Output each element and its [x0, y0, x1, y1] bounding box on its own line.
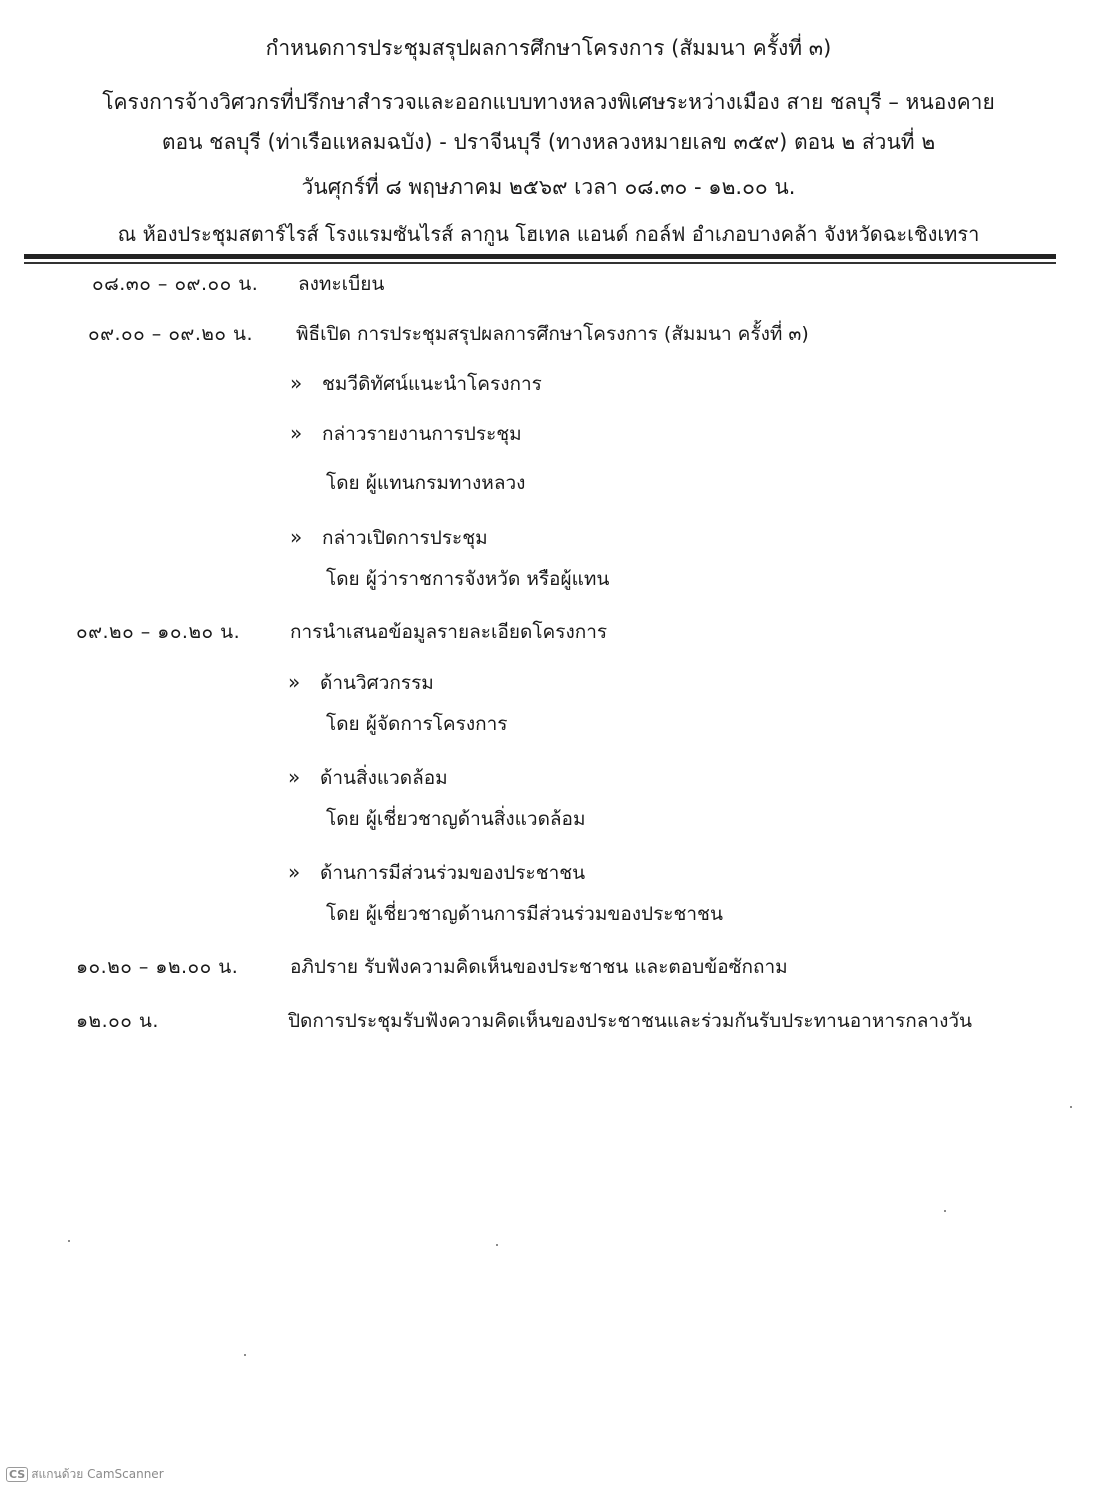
- chevron-right-icon: »: [288, 765, 301, 789]
- agenda-subitem: [288, 858, 585, 887]
- subitem-label: ด้านวิศวกรรม: [320, 672, 434, 694]
- subitem-label: กล่าวเปิดการประชุม: [322, 527, 488, 549]
- subitem-presenter: โดย ผู้จัดการโครงการ: [326, 713, 508, 735]
- chevron-right-icon: »: [288, 670, 301, 694]
- scan-speck: [68, 1240, 70, 1242]
- scan-speck: [944, 1210, 946, 1212]
- scan-speck: [1070, 1106, 1072, 1108]
- subitem-label: ด้านการมีส่วนร่วมของประชาชน: [320, 862, 586, 884]
- agenda-subitem: [288, 763, 448, 792]
- slot-activity-4: อภิปราย รับฟังความคิดเห็นของประชาชน และตอบข้อซักถาม: [290, 956, 788, 978]
- subitem-presenter: โดย ผู้ว่าราชการจังหวัด หรือผู้แทน: [326, 568, 610, 590]
- agenda-subitem: [290, 523, 488, 552]
- meeting-venue: ณ ห้องประชุมสตาร์ไรส์ โรงแรมซันไรส์ ลากูน โฮเทล แอนด์ กอล์ฟ อำเภอบางคล้า จังหวัดฉะเชิงเทรา: [117, 222, 980, 246]
- subitem-label: กล่าวรายงานการประชุม: [322, 423, 522, 445]
- agenda-subitem: [290, 419, 522, 448]
- header-divider-thick: [24, 254, 1056, 259]
- slot-activity-3: การนำเสนอข้อมูลรายละเอียดโครงการ: [290, 621, 608, 643]
- slot-activity-1: ลงทะเบียน: [298, 273, 385, 295]
- slot-time-1: ๐๘.๓๐ – ๐๙.๐๐ น.: [92, 273, 259, 295]
- slot-time-3: ๐๙.๒๐ – ๑๐.๒๐ น.: [76, 621, 241, 643]
- agenda-subitem: [288, 668, 434, 697]
- subitem-label: ชมวีดิทัศน์แนะนำโครงการ: [322, 373, 542, 395]
- agenda-subitem: [290, 369, 542, 398]
- header-divider-thin: [24, 262, 1056, 264]
- subitem-presenter: โดย ผู้เชี่ยวชาญด้านสิ่งแวดล้อม: [326, 808, 586, 830]
- chevron-right-icon: »: [290, 525, 303, 549]
- slot-time-2: ๐๙.๐๐ – ๐๙.๒๐ น.: [88, 323, 254, 345]
- scan-speck: [496, 1244, 498, 1246]
- project-name-line-2: ตอน ชลบุรี (ท่าเรือแหลมฉบัง) - ปราจีนบุรี (ทางหลวงหมายเลข ๓๕๙) ตอน ๒ ส่วนที่ ๒: [161, 130, 936, 154]
- project-name-line-1: โครงการจ้างวิศวกรที่ปรึกษาสำรวจและออกแบบทางหลวงพิเศษระหว่างเมือง สาย ชลบุรี – หนองคาย: [102, 90, 995, 114]
- scan-speck: [244, 1354, 246, 1356]
- chevron-right-icon: »: [290, 371, 303, 395]
- slot-time-4: ๑๐.๒๐ – ๑๒.๐๐ น.: [76, 956, 239, 978]
- chevron-right-icon: »: [290, 421, 303, 445]
- watermark-text: สแกนด้วย CamScanner: [31, 1467, 164, 1481]
- camscanner-logo: CS: [6, 1467, 28, 1482]
- subitem-presenter: โดย ผู้เชี่ยวชาญด้านการมีส่วนร่วมของประชาชน: [326, 903, 723, 925]
- slot-time-5: ๑๒.๐๐ น.: [76, 1010, 159, 1032]
- subitem-label: ด้านสิ่งแวดล้อม: [320, 767, 448, 789]
- chevron-right-icon: »: [288, 860, 301, 884]
- scanner-watermark: [6, 1465, 164, 1484]
- meeting-date-time: วันศุกร์ที่ ๘ พฤษภาคม ๒๕๖๙ เวลา ๐๘.๓๐ - ๑๒.๐๐ น.: [301, 175, 796, 199]
- slot-activity-2: พิธีเปิด การประชุมสรุปผลการศึกษาโครงการ (สัมมนา ครั้งที่ ๓): [296, 323, 809, 345]
- agenda-title: กำหนดการประชุมสรุปผลการศึกษาโครงการ (สัมมนา ครั้งที่ ๓): [265, 36, 832, 60]
- slot-activity-5: ปิดการประชุมรับฟังความคิดเห็นของประชาชนและร่วมกันรับประทานอาหารกลางวัน: [288, 1010, 973, 1032]
- subitem-presenter: โดย ผู้แทนกรมทางหลวง: [326, 472, 526, 494]
